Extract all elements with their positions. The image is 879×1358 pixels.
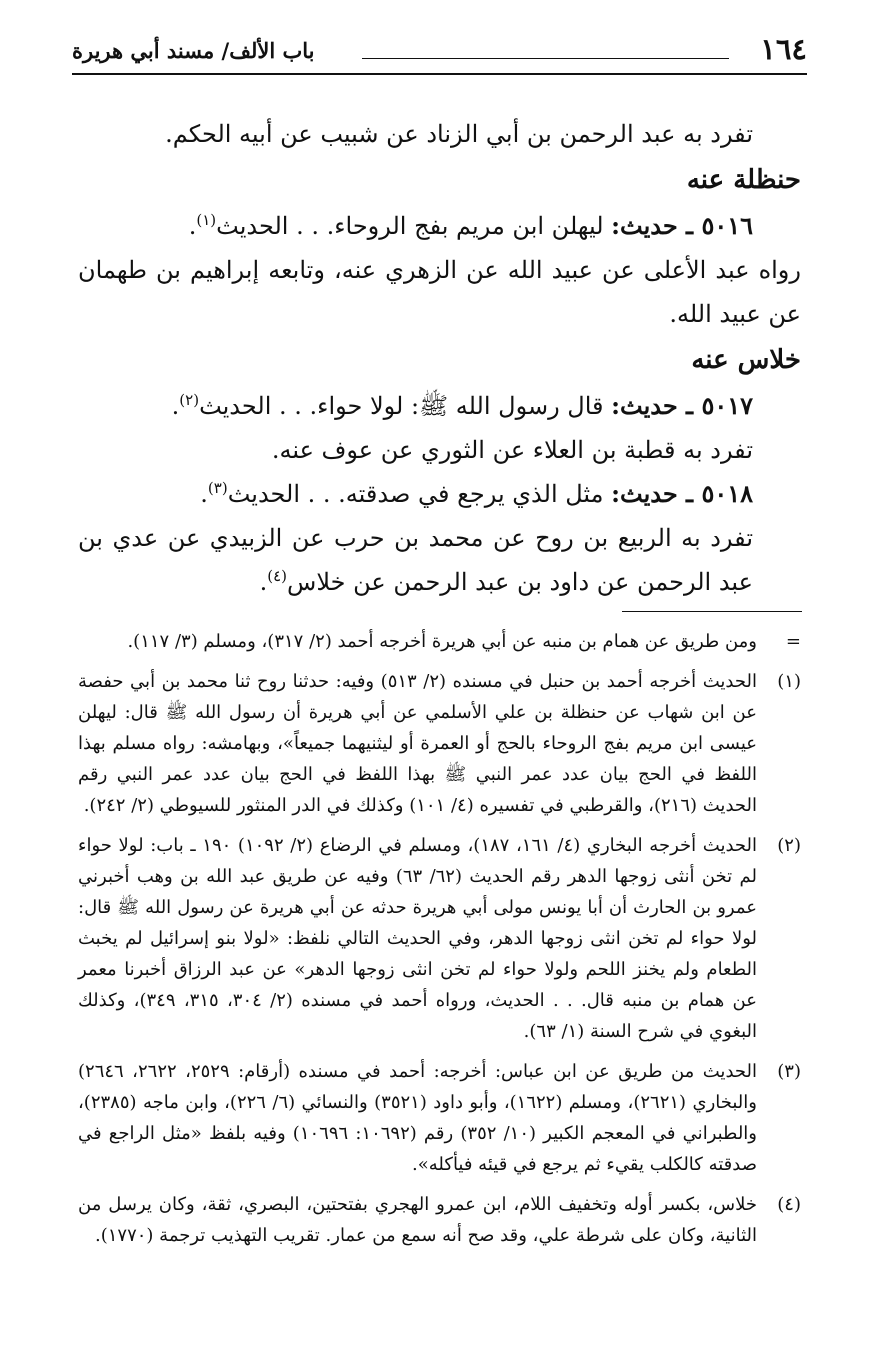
page-number: ١٦٤ <box>760 32 807 66</box>
footnote-mark: = <box>785 631 801 652</box>
section-heading: خلاس عنه <box>691 345 801 375</box>
footnote-separator <box>622 611 802 612</box>
paragraph: تفرد به قطبة بن العلاء عن الثوري عن عوف عنه. <box>271 436 753 464</box>
hadith-number: ٥٠١٧ ـ حديث: <box>611 391 753 420</box>
hadith-entry: ٥٠١٦ ـ حديث: ليهلن ابن مريم بفج الروحاء. . . الحديث$^{(١)}$. <box>188 211 753 240</box>
hadith-entry: ٥٠١٨ ـ حديث: مثل الذي يرجع في صدقته. . . الحديث$^{(٣)}$. <box>200 479 753 508</box>
paragraph: تفرد به عبد الرحمن بن أبي الزناد عن شبيب عن أبيه الحكم. <box>165 120 753 148</box>
footnote <box>78 1056 801 1180</box>
header-underline <box>72 73 807 75</box>
footnote-ref[interactable]: (٤) <box>267 567 288 585</box>
hadith-text: ليهلن ابن مريم بفج الروحاء. . . الحديث <box>216 212 604 240</box>
paragraph: رواه عبد الأعلى عن عبيد الله عن الزهري عنه، وتابعه إبراهيم بن طهمان عن عبيد الله. <box>78 256 801 328</box>
page-header <box>72 30 807 76</box>
running-title: باب الألف/ مسند أبي هريرة <box>72 38 315 63</box>
footnote <box>78 830 801 1047</box>
footnote-mark: (٤) <box>777 1194 801 1215</box>
footnote-text: الحديث أخرجه أحمد بن حنبل في مسنده (٢/ ٥١٣) وفيه: حدثنا روح ثنا محمد بن أبي حفصة عن ابن شهاب عن حنظلة بن علي الأسلمي عن أبي هريرة أن رسول الله ﷺ قال: ليهلن عيسى ابن مريم بفج الروحاء بالحج أو العمرة أو ليثنيهما جميعاً»، وبهامشه: رواه مسلم بهذا اللفظ في الحج بيان عدد عمر النبي ﷺ بهذا اللفظ في الحج بيان عدد عمر النبي رقم الحديث (٢١٦)، والقرطبي في تفسيره (٤/ ١٠١) وكذلك في الدر المنثور للسيوطي (٢/ ٢٤٢). <box>78 671 757 816</box>
hadith-text: مثل الذي يرجع في صدقته. . . الحديث <box>227 480 604 508</box>
footnote-ref[interactable]: (٢) <box>179 391 200 409</box>
main-text <box>78 112 801 604</box>
footnote <box>78 1189 801 1251</box>
hadith-text: قال رسول الله ﷺ: لولا حواء. . . الحديث <box>199 392 604 420</box>
hadith-entry: ٥٠١٧ ـ حديث: قال رسول الله ﷺ: لولا حواء. . . الحديث$^{(٢)}$. <box>171 391 753 420</box>
footnote-ref[interactable]: (٣) <box>207 479 228 497</box>
hadith-number: ٥٠١٦ ـ حديث: <box>611 211 753 240</box>
footnote <box>78 626 801 657</box>
footnote-text: خلاس، بكسر أوله وتخفيف اللام، ابن عمرو الهجري بفتحتين، البصري، ثقة، وكان يرسل من الثانية، وكان على شرطة علي، وقد صح أنه سمع من عمار. تقريب التهذيب ترجمة (١٧٧٠). <box>78 1194 757 1246</box>
footnote-mark: (٣) <box>777 1061 801 1082</box>
footnote-text: ومن طريق عن همام بن منبه عن أبي هريرة أخرجه أحمد (٢/ ٣١٧)، ومسلم (٣/ ١١٧). <box>127 631 757 652</box>
footnote <box>78 666 801 821</box>
footnote-text: الحديث أخرجه البخاري (٤/ ١٦١، ١٨٧)، ومسلم في الرضاع (٢/ ١٠٩٢) ١٩٠ ـ باب: لولا حواء لم تخن أنثى زوجها الدهر رقم الحديث (٦٢/ ٦٣) وفيه عن طريق عبد الله بن وهب أخبرني عمرو بن الحارث أن أبا يونس مولى أبي هريرة حدثه عن أبي هريرة عن رسول الله ﷺ قال: لولا حواء لم تخن انثى زوجها الدهر، وفي الحديث التالي نلفظ: «لولا بنو إسرائيل لم يخبث الطعام ولم يخنز اللحم ولولا حواء لم تخن انثى زوجها الدهر» عن عبد الرزاق أخبرنا معمر عن همام بن منبه قال. . . الحديث، ورواه أحمد في مسنده (٢/ ٣٠٤، ٣١٥، ٣٤٩)، وكذلك البغوي في شرح السنة (١/ ٦٣). <box>78 835 758 1042</box>
paragraph-text: تفرد به الربيع بن روح عن محمد بن حرب عن الزبيدي عن عدي بن عبد الرحمن عن داود بن عبد الرحمن عن خلاس <box>78 524 753 596</box>
footnote-text: الحديث من طريق عن ابن عباس: أخرجه: أحمد في مسنده (أرقام: ٢٥٢٩، ٢٦٢٢، ٢٦٤٦) والبخاري (٢٦٢١)، ومسلم (١٦٢٢)، وأبو داود (٣٥٢١) والنسائي (٦/ ٢٢٦)، وابن ماجه (٢٣٨٥)، والطبراني في المعجم الكبير (١٠/ ٣٥٢) رقم (١٠٦٩٢: ١٠٦٩٦) وفيه بلفظ «مثل الراجع في صدقته كالكلب يقيء ثم يرجع في قيئه فيأكله». <box>78 1061 757 1175</box>
paragraph: تفرد به الربيع بن روح عن محمد بن حرب عن الزبيدي عن عدي بن عبد الرحمن عن داود بن عبد الرحمن عن خلاس$^{(٤)}$. <box>78 524 753 596</box>
footnote-mark: (٢) <box>777 835 801 856</box>
footnotes <box>78 626 801 1260</box>
hadith-number: ٥٠١٨ ـ حديث: <box>611 479 753 508</box>
footnote-mark: (١) <box>777 671 801 692</box>
footnote-ref[interactable]: (١) <box>196 211 217 229</box>
header-rule <box>362 58 729 59</box>
section-heading: حنظلة عنه <box>686 165 801 195</box>
